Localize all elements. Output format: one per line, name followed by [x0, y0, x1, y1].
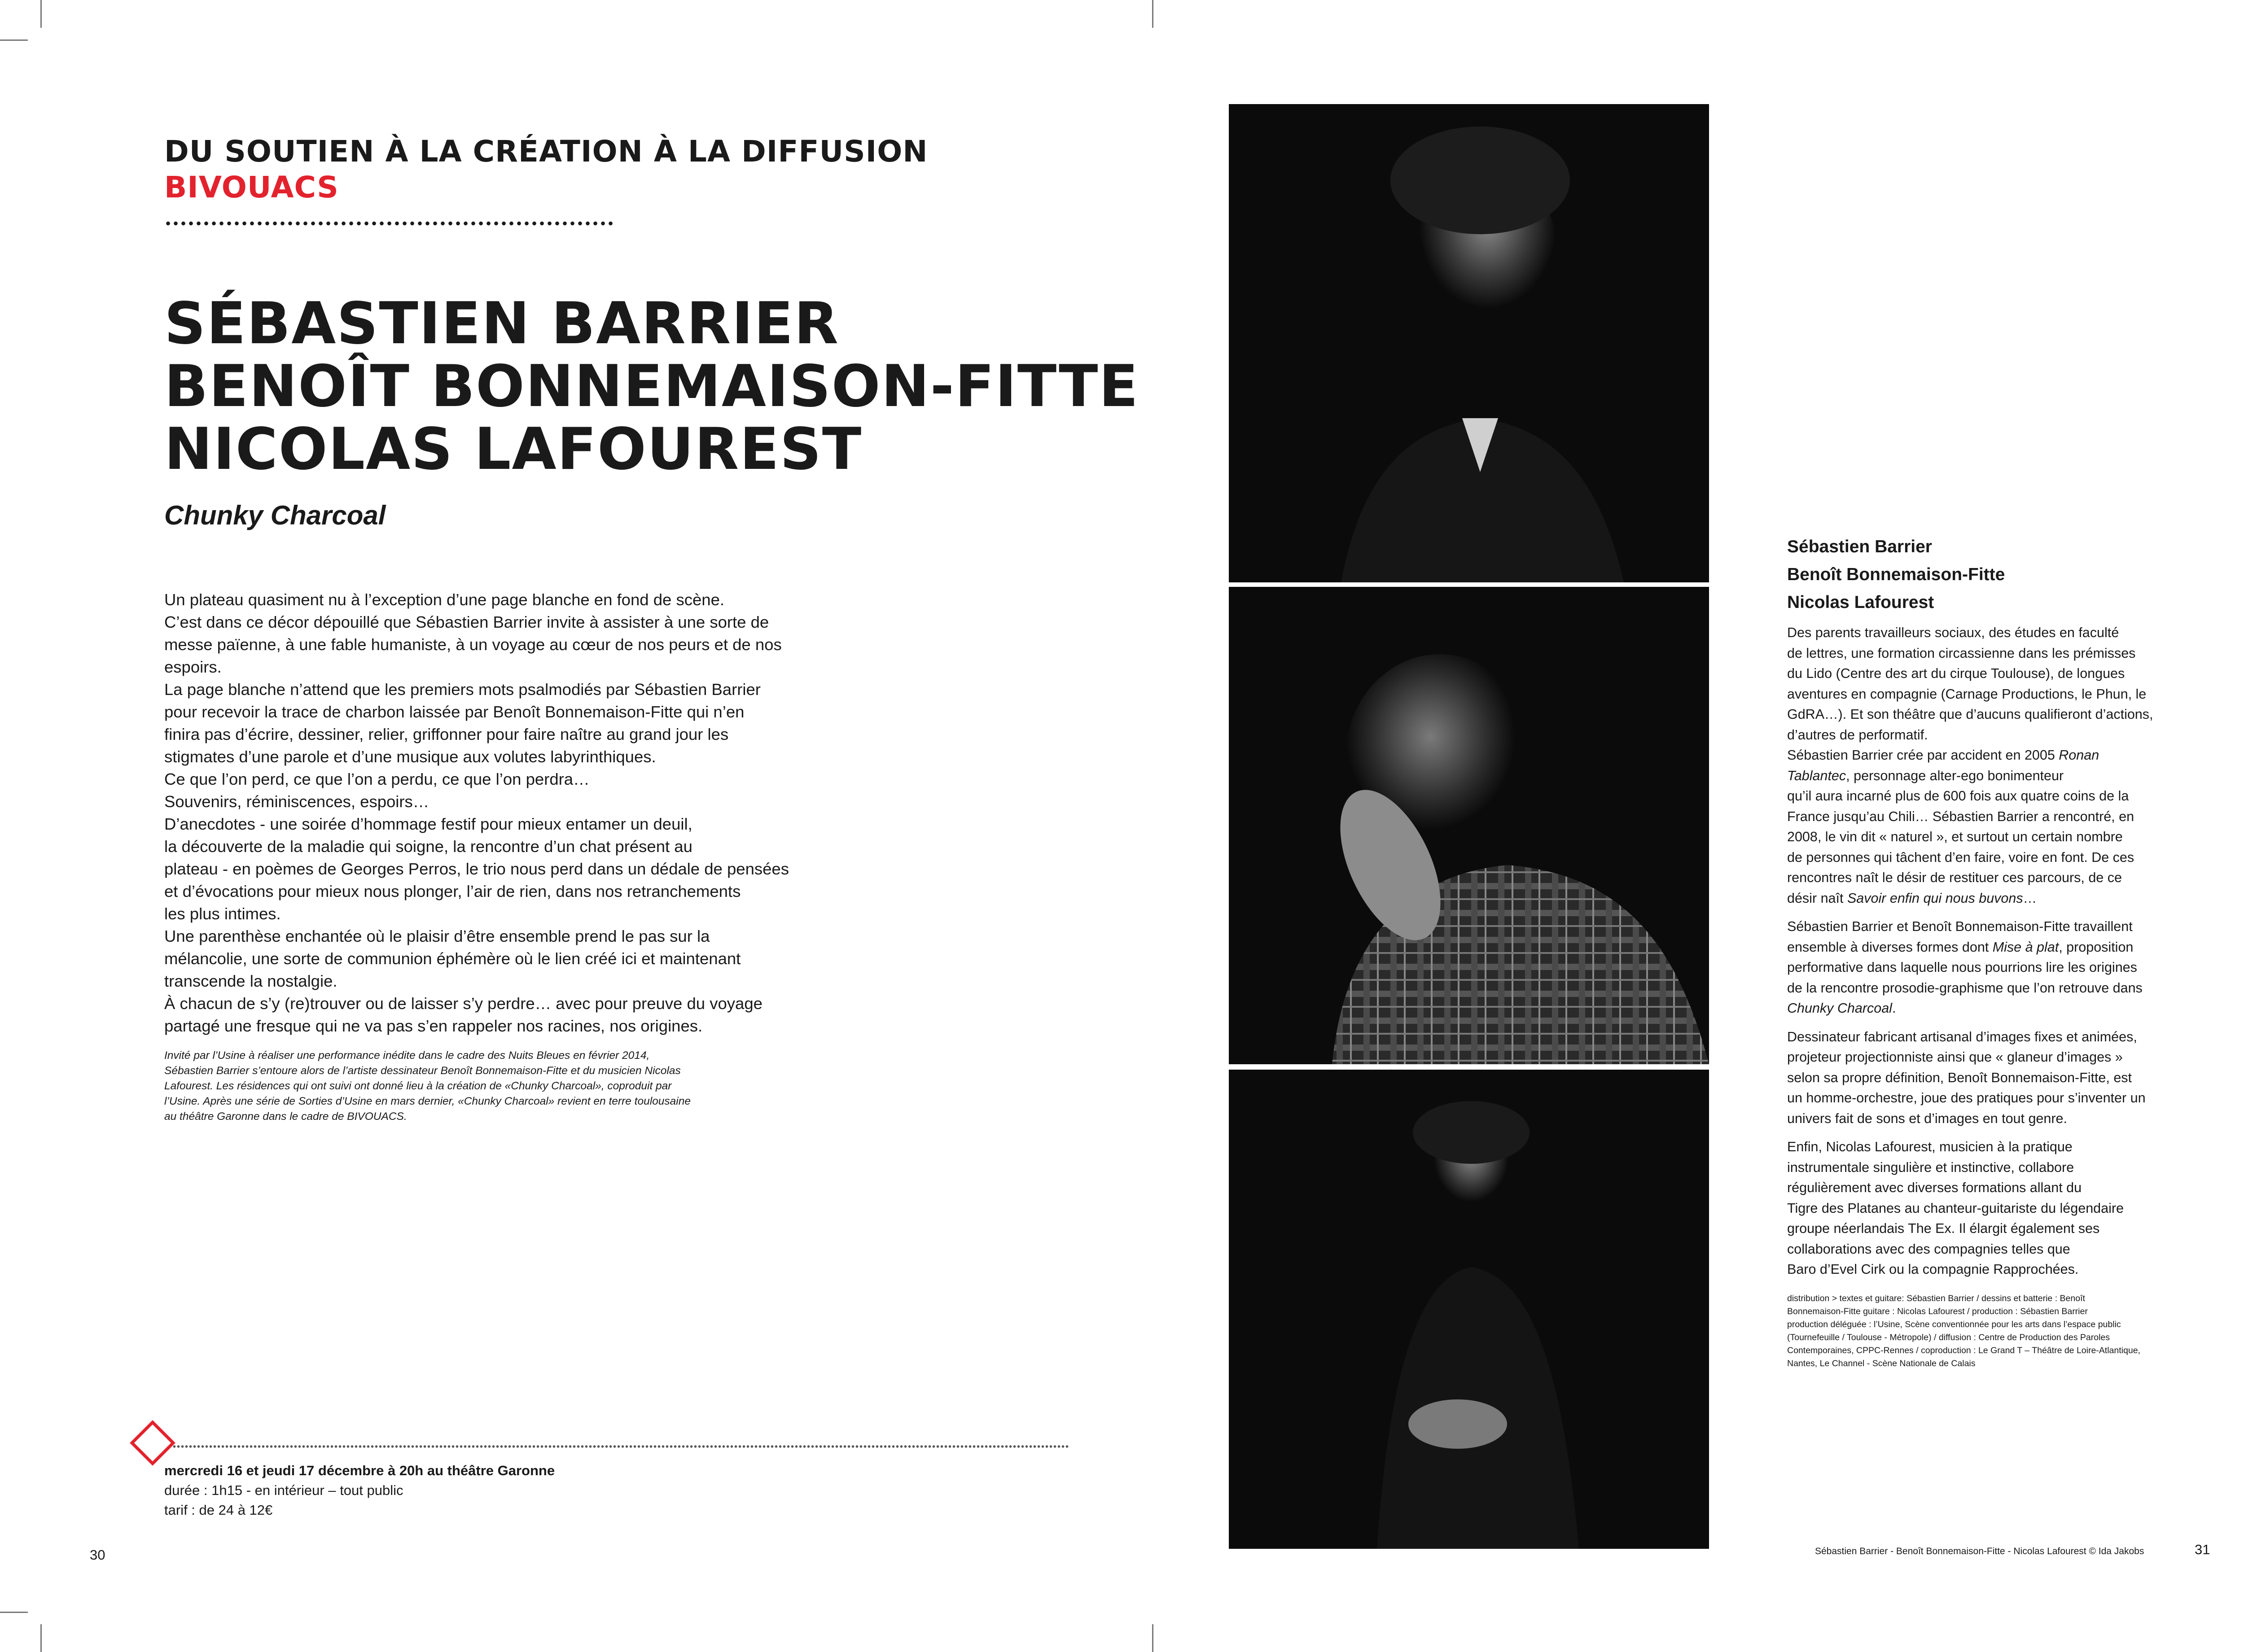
bio-line: de lettres, une formation circassienne dans les prémisses	[1787, 645, 2136, 661]
page-number-right: 31	[2195, 1542, 2210, 1557]
bio-italic-title: Savoir enfin qui nous buvons	[1847, 890, 2023, 906]
article-note	[164, 1048, 820, 1124]
body-line: pour recevoir la trace de charbon laissée par Benoît Bonnemaison-Fitte qui n’en	[164, 703, 745, 721]
note-line: au théâtre Garonne dans le cadre de BIVOUACS.	[164, 1110, 407, 1123]
crop-mark	[0, 1612, 28, 1613]
portrait-photo-barrier	[1229, 104, 1709, 582]
bio-line: groupe néerlandais The Ex. Il élargit également ses	[1787, 1221, 2100, 1236]
body-line: À chacun de s’y (re)trouver ou de laisser s’y perdre… avec pour preuve du voyage	[164, 994, 763, 1013]
bio-heading-name: Benoît Bonnemaison-Fitte	[1787, 565, 2005, 584]
body-line: La page blanche n’attend que les premiers mots psalmodiés par Sébastien Barrier	[164, 680, 761, 699]
bio-line: univers fait de sons et d’images en tout genre.	[1787, 1110, 2067, 1126]
bio-line: de la rencontre prosodie-graphisme que l’on retrouve dans	[1787, 980, 2143, 996]
schedule-date: mercredi 16 et jeudi 17 décembre à 20h au théâtre Garonne	[164, 1463, 555, 1478]
artist-names	[164, 290, 1139, 483]
show-title: Chunky Charcoal	[164, 500, 386, 530]
body-line: la découverte de la maladie qui soigne, la rencontre d’un chat présent au	[164, 837, 692, 856]
bio-paragraph-duo	[1787, 917, 2205, 1019]
artist-name: BENOÎT BONNEMAISON-FITTE	[164, 353, 1139, 420]
bio-text	[1787, 623, 2205, 1288]
bio-line: Baro d’Evel Cirk ou la compagnie Rapprochées.	[1787, 1262, 2079, 1277]
body-line: plateau - en poèmes de Georges Perros, le trio nous perd dans un dédale de pensées	[164, 860, 789, 878]
dotted-divider-bottom	[172, 1445, 1070, 1448]
bio-line: Enfin, Nicolas Lafourest, musicien à la pratique	[1787, 1139, 2073, 1154]
bio-line: d’autres de performatif.	[1787, 727, 1928, 743]
note-line: Invité par l’Usine à réaliser une performance inédite dans le cadre des Nuits Bleues en février 2014,	[164, 1049, 650, 1062]
body-line: finira pas d’écrire, dessiner, relier, griffonner pour faire naître au grand jour les	[164, 725, 729, 743]
bio-italic-title: Mise à plat	[1992, 939, 2059, 955]
production-credits	[1787, 1292, 2205, 1370]
crop-mark	[0, 39, 28, 41]
bio-line	[1787, 745, 2205, 766]
photo-credit: Sébastien Barrier - Benoît Bonnemaison-Fitte - Nicolas Lafourest © Ida Jakobs	[1815, 1546, 2144, 1556]
bio-line: Sébastien Barrier et Benoît Bonnemaison-Fitte travaillent	[1787, 919, 2133, 934]
portrait-photo-bonnemaison	[1229, 587, 1709, 1064]
body-line: Une parenthèse enchantée où le plaisir d’être ensemble prend le pas sur la	[164, 927, 710, 945]
body-line: mélancolie, une sorte de communion éphémère où le lien créé ici et maintenant	[164, 949, 741, 968]
bio-line: du Lido (Centre des art du cirque Toulouse), de longues	[1787, 666, 2125, 681]
bio-text-segment: .	[1892, 1001, 1896, 1016]
bio-text-segment: , personnage alter-ego bonimenteur	[1846, 768, 2064, 783]
bio-heading-name: Sébastien Barrier	[1787, 537, 1932, 556]
body-line: stigmates d’une parole et d’une musique aux volutes labyrinthiques.	[164, 747, 656, 766]
section-title: DU SOUTIEN À LA CRÉATION À LA DIFFUSION	[164, 134, 928, 169]
body-line: partagé une fresque qui ne va pas s’en rappeler nos racines, nos origines.	[164, 1017, 703, 1035]
note-line: l’Usine. Après une série de Sorties d’Usine en mars dernier, «Chunky Charcoal» revient en terre toulousaine	[164, 1095, 691, 1107]
body-line: Un plateau quasiment nu à l’exception d’une page blanche en fond de scène.	[164, 590, 725, 609]
diamond-icon	[130, 1420, 175, 1466]
schedule-info	[164, 1461, 555, 1520]
bio-line: France jusqu’au Chili… Sébastien Barrier a rencontré, en	[1787, 809, 2134, 824]
body-line: espoirs.	[164, 658, 222, 676]
bio-line: qu’il aura incarné plus de 600 fois aux quatre coins de la	[1787, 788, 2129, 804]
bio-line: rencontres naît le désir de restituer ces parcours, de ce	[1787, 870, 2122, 885]
bio-line	[1787, 998, 2205, 1019]
portrait-image	[1229, 1070, 1709, 1549]
body-line: transcende la nostalgie.	[164, 972, 337, 990]
schedule-duration: durée : 1h15 - en intérieur – tout public	[164, 1482, 403, 1498]
portrait-image	[1229, 587, 1709, 1064]
bio-text-segment: ensemble à diverses formes dont	[1787, 939, 1993, 955]
body-line: C’est dans ce décor dépouillé que Sébastien Barrier invite à assister à une sorte de	[164, 613, 769, 631]
bio-heading	[1787, 533, 2005, 616]
bio-line: de personnes qui tâchent d’en faire, voire en font. De ces	[1787, 849, 2134, 865]
body-line: et d’évocations pour mieux nous plonger, l’air de rien, dans nos retranchements	[164, 882, 741, 900]
bio-paragraph-barrier	[1787, 623, 2205, 909]
note-line: Lafourest. Les résidences qui ont suivi ont donné lieu à la création de «Chunky Charcoal», coproduit par	[164, 1080, 672, 1092]
body-line: Souvenirs, réminiscences, espoirs…	[164, 792, 430, 811]
bio-text-segment: …	[2023, 890, 2037, 906]
bio-line: collaborations avec des compagnies telles que	[1787, 1241, 2070, 1257]
bio-line: instrumentale singulière et instinctive, collabore	[1787, 1159, 2074, 1175]
bio-italic-title: Chunky Charcoal	[1787, 1001, 1892, 1016]
crop-mark	[1152, 1624, 1153, 1652]
bio-line: un homme-orchestre, joue des pratiques pour s’inventer un	[1787, 1090, 2146, 1106]
dotted-divider	[164, 221, 616, 226]
article-body	[164, 589, 820, 1037]
bio-line: Dessinateur fabricant artisanal d’images fixes et animées,	[1787, 1029, 2137, 1045]
body-line: les plus intimes.	[164, 905, 281, 923]
schedule-price: tarif : de 24 à 12€	[164, 1502, 273, 1518]
bio-italic-title: Ronan	[2059, 747, 2099, 763]
crop-mark	[40, 1624, 42, 1652]
crop-mark	[40, 0, 42, 28]
artist-name: NICOLAS LAFOUREST	[164, 416, 863, 483]
page-number-left: 30	[90, 1547, 105, 1563]
body-line: D’anecdotes - une soirée d’hommage festif pour mieux entamer un deuil,	[164, 815, 692, 833]
note-line: Sébastien Barrier s’entoure alors de l’artiste dessinateur Benoît Bonnemaison-Fitte et du musicien Nicolas	[164, 1065, 681, 1077]
bio-paragraph-lafourest	[1787, 1137, 2205, 1280]
bio-line: régulièrement avec diverses formations allant du	[1787, 1180, 2082, 1195]
body-line: Ce que l’on perd, ce que l’on a perdu, ce que l’on perdra…	[164, 770, 590, 788]
credits-line: distribution > textes et guitare: Sébastien Barrier / dessins et batterie : Benoît	[1787, 1294, 2085, 1303]
credits-line: production déléguée : l’Usine, Scène conventionnée pour les arts dans l’espace public	[1787, 1320, 2121, 1329]
credits-line: (Tournefeuille / Toulouse - Métropole) / diffusion : Centre de Production des Paroles	[1787, 1333, 2110, 1342]
credits-line: Contemporaines, CPPC-Rennes / coproduction : Le Grand T – Théâtre de Loire-Atlantique,	[1787, 1346, 2140, 1355]
bio-line: Des parents travailleurs sociaux, des études en faculté	[1787, 625, 2119, 640]
bio-text-segment: , proposition	[2059, 939, 2134, 955]
crop-mark	[1152, 0, 1153, 28]
bio-line: Tigre des Platanes au chanteur-guitariste du légendaire	[1787, 1200, 2124, 1216]
bio-line: performative dans laquelle nous pourrions lire les origines	[1787, 960, 2137, 975]
bio-line	[1787, 766, 2205, 787]
body-line: messe païenne, à une fable humaniste, à un voyage au cœur de nos peurs et de nos	[164, 635, 782, 654]
bio-line	[1787, 937, 2205, 958]
bio-line	[1787, 888, 2205, 909]
credits-line: Bonnemaison-Fitte guitare : Nicolas Lafourest / production : Sébastien Barrier	[1787, 1307, 2088, 1316]
bio-text-segment: désir naît	[1787, 890, 1847, 906]
portrait-image	[1229, 104, 1709, 582]
bio-text-segment: Sébastien Barrier crée par accident en 2005	[1787, 747, 2059, 763]
section-subtitle: BIVOUACS	[164, 170, 339, 205]
bio-italic-title: Tablantec	[1787, 768, 1846, 783]
bio-heading-name: Nicolas Lafourest	[1787, 593, 1934, 612]
bio-line: aventures en compagnie (Carnage Productions, le Phun, le	[1787, 686, 2147, 702]
bio-line: projeteur projectionniste ainsi que « glaneur d’images »	[1787, 1049, 2123, 1065]
credits-line: Nantes, Le Channel - Scène Nationale de Calais	[1787, 1359, 1976, 1368]
artist-name: SÉBASTIEN BARRIER	[164, 290, 839, 357]
bio-line: GdRA…). Et son théâtre que d’aucuns qualifieront d’actions,	[1787, 707, 2153, 722]
bio-line: 2008, le vin dit « naturel », et surtout un certain nombre	[1787, 829, 2123, 844]
portrait-photo-lafourest	[1229, 1070, 1709, 1549]
bio-line: selon sa propre définition, Benoît Bonnemaison-Fitte, est	[1787, 1070, 2132, 1085]
bio-paragraph-bonnemaison	[1787, 1027, 2205, 1129]
